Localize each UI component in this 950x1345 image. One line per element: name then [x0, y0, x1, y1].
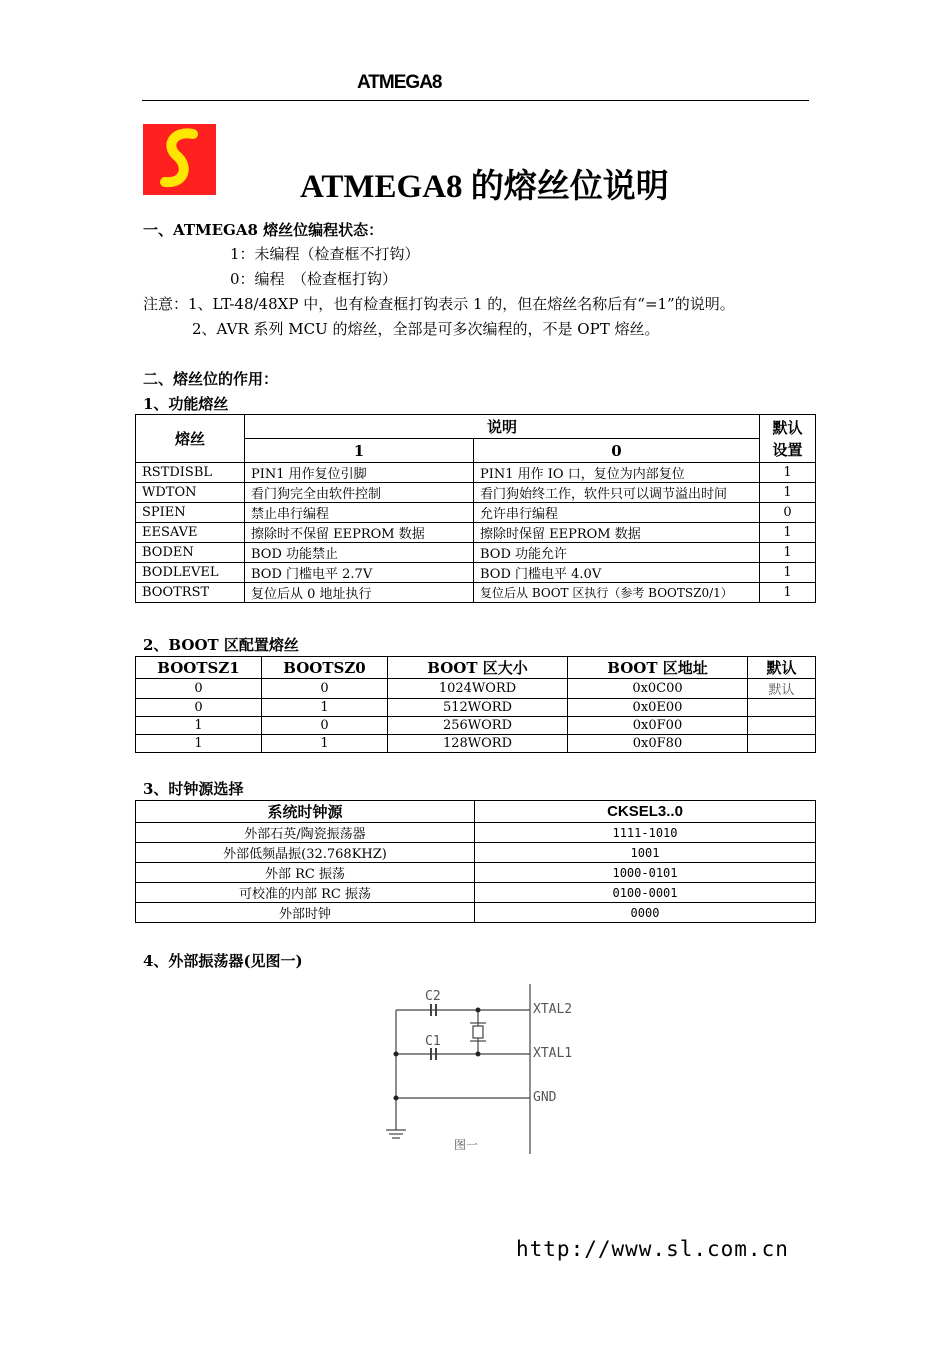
col-cksel-header: CKSEL3..0: [475, 801, 816, 823]
default-value: 1: [760, 543, 816, 563]
footer-url[interactable]: http://www.sl.com.cn: [516, 1237, 789, 1261]
default-value: [748, 717, 816, 735]
c2-label: C2: [425, 989, 441, 1004]
cksel-value: 0100-0001: [475, 883, 816, 903]
table-row: [136, 523, 816, 543]
table-row: [136, 483, 816, 503]
bootsz0-value: 1: [262, 699, 388, 717]
bootsz1-value: 0: [136, 699, 262, 717]
boot-addr: 0x0C00: [568, 679, 748, 699]
default-value: 1: [760, 483, 816, 503]
desc-0: BOD 功能允许: [474, 543, 760, 563]
page-title: ATMEGA8 的熔丝位说明: [300, 169, 669, 205]
desc-1: 禁止串行编程: [245, 503, 474, 523]
desc-1: BOD 功能禁止: [245, 543, 474, 563]
boot-size: 128WORD: [388, 735, 568, 753]
fuse-name: BODEN: [136, 543, 245, 563]
table-row: [136, 883, 816, 903]
col-clock-source-header: 系统时钟源: [136, 801, 475, 823]
boot-addr: 0x0F80: [568, 735, 748, 753]
gnd-label: GND: [533, 1090, 557, 1105]
boot-size: 512WORD: [388, 699, 568, 717]
table-row: [136, 563, 816, 583]
fuse-name: WDTON: [136, 483, 245, 503]
fuse-name: RSTDISBL: [136, 463, 245, 483]
col-default-header: 默认: [748, 657, 816, 679]
default-value: [748, 735, 816, 753]
table-row: [136, 863, 816, 883]
table-row: [136, 463, 816, 483]
col-bootsz1-header: BOOTSZ1: [136, 657, 262, 679]
default-value: 1: [760, 463, 816, 483]
table-row: [136, 717, 816, 735]
clock-source: 外部 RC 振荡: [136, 863, 475, 883]
table-row: [136, 543, 816, 563]
note-2: 2、AVR 系列 MCU 的熔丝，全部是可多次编程的，不是 OPT 熔丝。: [192, 320, 660, 338]
table-row: [136, 735, 816, 753]
clock-source: 外部低频晶振(32.768KHZ): [136, 843, 475, 863]
col-0-header: 0: [474, 439, 760, 463]
bootsz1-value: 1: [136, 717, 262, 735]
boot-addr: 0x0E00: [568, 699, 748, 717]
col-size-header: BOOT 区大小: [388, 657, 568, 679]
state-programmed: 0：编程 （检查框打钩）: [230, 270, 398, 288]
sub4-heading: 4、外部振荡器(见图一): [143, 952, 303, 970]
table-row: [136, 843, 816, 863]
note-1: 注意：1、LT-48/48XP 中，也有检查框打钩表示 1 的，但在熔丝名称后有“=1”的说明。: [143, 295, 735, 313]
col-fuse-header: 熔丝: [136, 415, 245, 463]
col-addr-header: BOOT 区地址: [568, 657, 748, 679]
xtal1-label: XTAL1: [533, 1046, 573, 1061]
section2-heading: 二、熔丝位的作用：: [143, 370, 279, 388]
bootsz0-value: 0: [262, 717, 388, 735]
desc-1: 擦除时不保留 EEPROM 数据: [245, 523, 474, 543]
c1-label: C1: [425, 1034, 441, 1049]
desc-0: 看门狗始终工作，软件只可以调节溢出时间: [474, 483, 760, 503]
desc-0: PIN1 用作 IO 口，复位为内部复位: [474, 463, 760, 483]
default-value: 1: [760, 563, 816, 583]
figure-caption: 图一: [454, 1138, 479, 1152]
logo-s-icon: [143, 124, 216, 195]
cksel-value: 1001: [475, 843, 816, 863]
cksel-value: 1000-0101: [475, 863, 816, 883]
fuse-name: BODLEVEL: [136, 563, 245, 583]
clock-source: 可校准的内部 RC 振荡: [136, 883, 475, 903]
clock-source: 外部石英/陶瓷振荡器: [136, 823, 475, 843]
desc-1: PIN1 用作复位引脚: [245, 463, 474, 483]
clock-source-table: [135, 800, 816, 923]
sub3-heading: 3、时钟源选择: [143, 780, 244, 798]
fuse-name: EESAVE: [136, 523, 245, 543]
desc-1: BOD 门槛电平 2.7V: [245, 563, 474, 583]
header-rule: [142, 100, 809, 101]
desc-0: 复位后从 BOOT 区执行（参考 BOOTSZ0/1）: [474, 583, 760, 603]
table-row: [136, 699, 816, 717]
bootsz1-value: 1: [136, 735, 262, 753]
default-value: 1: [760, 583, 816, 603]
boot-size: 1024WORD: [388, 679, 568, 699]
default-value: 默认: [748, 679, 816, 699]
col-1-header: 1: [245, 439, 474, 463]
cksel-value: 1111-1010: [475, 823, 816, 843]
desc-0: BOD 门槛电平 4.0V: [474, 563, 760, 583]
bootsz0-value: 0: [262, 679, 388, 699]
default-value: [748, 699, 816, 717]
table-row: [136, 679, 816, 699]
cksel-value: 0000: [475, 903, 816, 923]
sub1-heading: 1、功能熔丝: [143, 395, 229, 413]
oscillator-circuit-diagram: [380, 978, 600, 1163]
clock-source: 外部时钟: [136, 903, 475, 923]
boot-config-table: [135, 656, 816, 753]
running-header: ATMEGA8: [357, 72, 442, 93]
bootsz0-value: 1: [262, 735, 388, 753]
section1-heading: 一、ATMEGA8 熔丝位编程状态：: [143, 221, 384, 239]
boot-size: 256WORD: [388, 717, 568, 735]
xtal2-label: XTAL2: [533, 1002, 573, 1017]
boot-addr: 0x0F00: [568, 717, 748, 735]
col-default-header: 默认设置: [760, 415, 816, 463]
desc-1: 看门狗完全由软件控制: [245, 483, 474, 503]
col-desc-header: 说明: [245, 415, 760, 439]
table-row: [136, 503, 816, 523]
default-value: 1: [760, 523, 816, 543]
desc-0: 擦除时保留 EEPROM 数据: [474, 523, 760, 543]
desc-1: 复位后从 0 地址执行: [245, 583, 474, 603]
sub2-heading: 2、BOOT 区配置熔丝: [143, 636, 299, 654]
function-fuse-table: [135, 414, 816, 603]
default-value: 0: [760, 503, 816, 523]
table-row: [136, 903, 816, 923]
table-row: [136, 583, 816, 603]
fuse-name: SPIEN: [136, 503, 245, 523]
desc-0: 允许串行编程: [474, 503, 760, 523]
fuse-name: BOOTRST: [136, 583, 245, 603]
col-bootsz0-header: BOOTSZ0: [262, 657, 388, 679]
bootsz1-value: 0: [136, 679, 262, 699]
table-row: [136, 823, 816, 843]
state-unprogrammed: 1：未编程（检查框不打钩）: [230, 245, 420, 263]
